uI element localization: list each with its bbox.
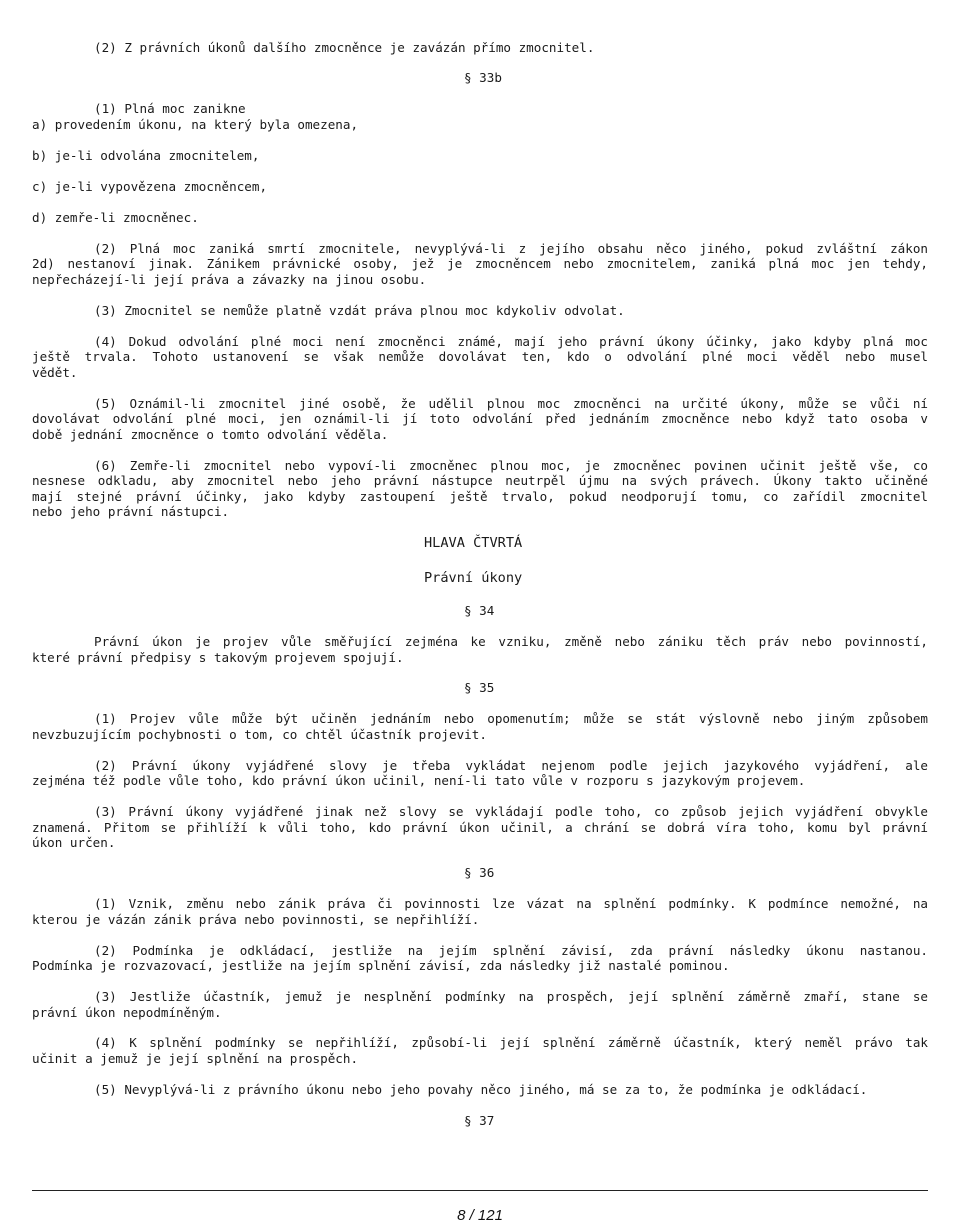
paragraph-line: 2d) nestanoví jinak. Zánikem právnické osoby, jež je zmocněncem nebo zmocnitelem, zaniká plná moc jen tehdy, — [32, 256, 928, 271]
paragraph-line: b) je-li odvolána zmocnitelem, — [32, 148, 260, 163]
paragraph-line: d) zemře-li zmocněnec. — [32, 210, 199, 225]
paragraph-line: (3) Jestliže účastník, jemuž je nesplnění podmínky na prospěch, její splnění záměrně zmaří, stane se — [94, 989, 928, 1004]
paragraph-line: a) provedením úkonu, na který byla omezena, — [32, 117, 359, 132]
paragraph-line: (4) Dokud odvolání plné moci není zmocněnci známé, mají jeho právní úkony účinky, jako kdyby plná moc — [94, 334, 928, 349]
paragraph-line: (2) Podmínka je odkládací, jestliže na jejím splnění závisí, zda právní následky úkonu nastanou. — [94, 943, 928, 958]
paragraph-line: mají stejné právní účinky, jako kdyby zastoupení ještě trvalo, pokud neodporují tomu, co zařídil zmocnitel — [32, 489, 928, 504]
paragraph-line: (3) Právní úkony vyjádřené jinak než slovy se vykládají podle toho, co způsob jejich vyjádření obvykle — [94, 804, 928, 819]
paragraph-line: (1) Vznik, změnu nebo zánik práva či povinnosti lze vázat na splnění podmínky. K podmínce nemožné, na — [94, 896, 928, 911]
paragraph-line: (5) Oznámil-li zmocnitel jiné osobě, že udělil plnou moc zmocněnci na určité úkony, může se vůči ní — [94, 396, 928, 411]
paragraph-line: nebo jeho právní nástupci. — [32, 504, 230, 519]
paragraph-line: zejména též podle vůle toho, kdo právní úkon učinil, není-li tato vůle v rozporu s jazykovým projevem. — [32, 773, 806, 788]
chapter-title: Právní úkony — [424, 570, 523, 586]
paragraph-line: (5) Nevyplývá-li z právního úkonu nebo jeho povahy něco jiného, má se za to, že podmínka je odkládací. — [94, 1082, 868, 1097]
paragraph-line: které právní předpisy s takovým projevem spojují. — [32, 650, 404, 665]
paragraph-line: (2) Z právních úkonů dalšího zmocněnce je zavázán přímo zmocnitel. — [94, 40, 595, 55]
paragraph-line: Právní úkon je projev vůle směřující zejména ke vzniku, změně nebo zániku těch práv nebo povinností, — [94, 634, 928, 649]
paragraph-line: kterou je vázán zánik práva nebo povinnosti, se nepřihlíží. — [32, 912, 480, 927]
paragraph-line: (1) Projev vůle může být učiněn jednáním nebo opomenutím; může se stát výslovně nebo jiným způsobem — [94, 711, 928, 726]
paragraph-line: době jednání zmocněnce o tomto odvolání věděla. — [32, 427, 389, 442]
paragraph-line: (1) Plná moc zanikne — [94, 101, 246, 116]
paragraph-line: (3) Zmocnitel se nemůže platně vzdát práva plnou moc kdykoliv odvolat. — [94, 303, 625, 318]
paragraph-line: (2) Plná moc zaniká smrtí zmocnitele, nevyplývá-li z jejího obsahu něco jiného, pokud zvláštní zákon — [94, 241, 928, 256]
paragraph-line: úkon určen. — [32, 835, 116, 850]
paragraph-line: znamená. Přitom se přihlíží k vůli toho, kdo právní úkon učinil, a chrání se dobrá víra toho, komu byl právní — [32, 820, 928, 835]
paragraph-line: nepřecházejí-li její práva a závazky na jinou osobu. — [32, 272, 427, 287]
paragraph-line: nesnese odkladu, aby zmocnitel nebo jeho právní nástupce neutrpěl újmu na svých právech. Úkony takto učiněné — [32, 473, 928, 488]
paragraph-line: (2) Právní úkony vyjádřené slovy je třeba vykládat nejenom podle jejich jazykového vyjádření, ale — [94, 758, 928, 773]
paragraph-line: právní úkon nepodmíněným. — [32, 1005, 222, 1020]
paragraph-line: vědět. — [32, 365, 78, 380]
paragraph-line: ještě trvala. Tohoto ustanovení se však nemůže dovolávat ten, kdo o odvolání plné moci věděl nebo musel — [32, 349, 928, 364]
section-34: § 34 — [464, 603, 495, 618]
paragraph-line: (6) Zemře-li zmocnitel nebo vypoví-li zmocněnec plnou moc, je zmocněnec povinen učinit ještě vše, co — [94, 458, 928, 473]
section-36: § 36 — [464, 865, 495, 880]
page-number: 8 / 121 — [457, 1207, 503, 1224]
paragraph-line: učinit a jemuž je její splnění na prospěch. — [32, 1051, 359, 1066]
section-37: § 37 — [464, 1113, 495, 1128]
footer-divider — [32, 1190, 928, 1191]
section-33b: § 33b — [464, 70, 502, 85]
section-35: § 35 — [464, 680, 495, 695]
paragraph-line: (4) K splnění podmínky se nepřihlíží, způsobí-li její splnění záměrně účastník, který neměl právo tak — [94, 1035, 928, 1050]
paragraph-line: dovolávat odvolání plné moci, jen oznámil-li jí toto odvolání před jednáním zmocněnce nebo když tato osoba v — [32, 411, 928, 426]
paragraph-line: c) je-li vypovězena zmocněncem, — [32, 179, 268, 194]
paragraph-line: nevzbuzujícím pochybnosti o tom, co chtěl účastník projevit. — [32, 727, 487, 742]
document-page — [32, 0, 928, 1222]
chapter-heading: HLAVA ČTVRTÁ — [424, 535, 523, 551]
paragraph-line: Podmínka je rozvazovací, jestliže na jejím splnění závisí, zda následky již nastalé pominou. — [32, 958, 730, 973]
